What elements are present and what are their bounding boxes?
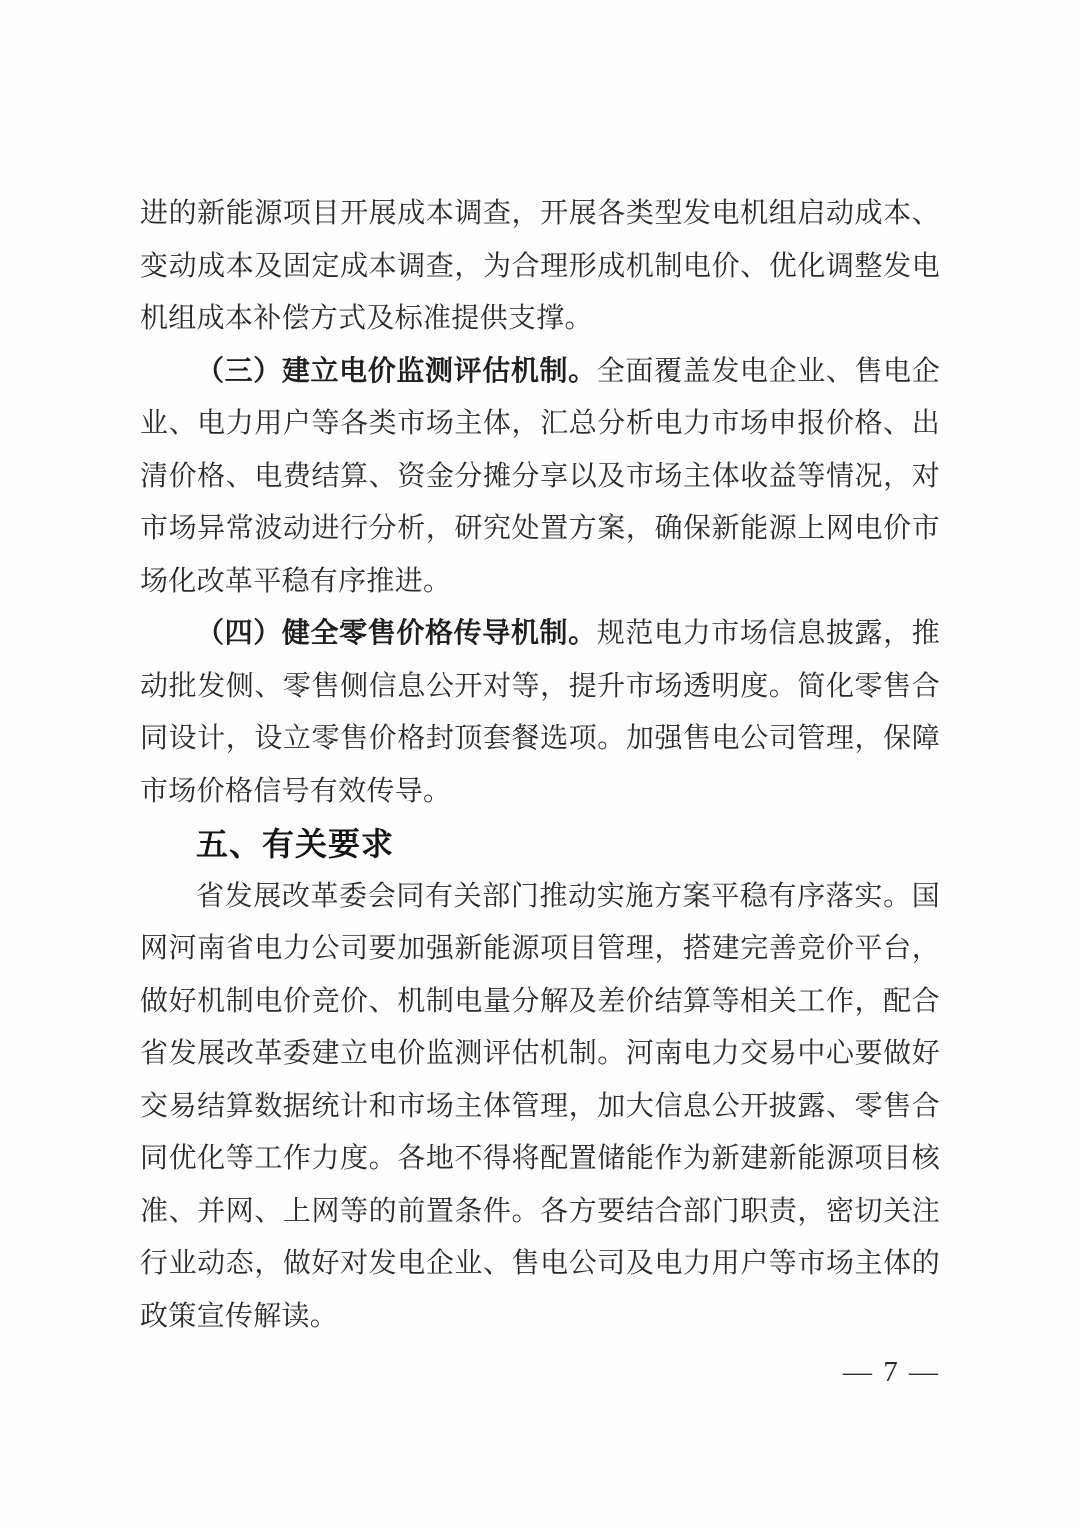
paragraph-cost-survey-continuation: 进的新能源项目开展成本调查，开展各类型发电机组启动成本、变动成本及固定成本调查，为合理形成机制电价、优化调整发电机组成本补偿方式及标准提供支撑。 bbox=[140, 198, 940, 334]
page-number: — 7 — bbox=[843, 1356, 940, 1388]
paragraph-retail-price-transmission bbox=[140, 608, 940, 818]
paragraph-price-monitoring-mechanism bbox=[140, 346, 940, 609]
paragraph-lead-item-three: （三）建立电价监测评估机制。 bbox=[196, 355, 597, 387]
paragraph-lead-item-four: （四）健全零售价格传导机制。 bbox=[196, 618, 597, 649]
paragraph-related-requirements: 省发展改革委会同有关部门推动实施方案平稳有序落实。国网河南省电力公司要加强新能源项目管理，搭建完善竞价平台，做好机制电价竞价、机制电量分解及差价结算等相关工作，配合省发展改革委建立电价监测评估机制。河南电力交易中心要做好交易结算数据统计和市场主体管理，加大信息公开披露、零售合同优化等工作力度。各地不得将配置储能作为新建新能源项目核准、并网、上网等的前置条件。各方要结合部门职责，密切关注行业动态，做好对发电企业、售电公司及电力用户等市场主体的政策宣传解读。 bbox=[140, 880, 940, 1332]
section-heading-requirements: 五、有关要求 bbox=[196, 826, 395, 862]
document-body bbox=[140, 188, 940, 1343]
paragraph-body-item-three: 全面覆盖发电企业、售电企业、电力用户等各类市场主体，汇总分析电力市场申报价格、出清价格、电费结算、资金分摊分享以及市场主体收益等情况，对市场异常波动进行分析，研究处置方案，确保新能源上网电价市场化改革平稳有序推进。 bbox=[140, 355, 941, 597]
paragraph-body-item-four: 规范电力市场信息披露，推动批发侧、零售侧信息公开对等，提升市场透明度。简化零售合同设计，设立零售价格封顶套餐选项。加强售电公司管理，保障市场价格信号有效传导。 bbox=[140, 618, 941, 807]
